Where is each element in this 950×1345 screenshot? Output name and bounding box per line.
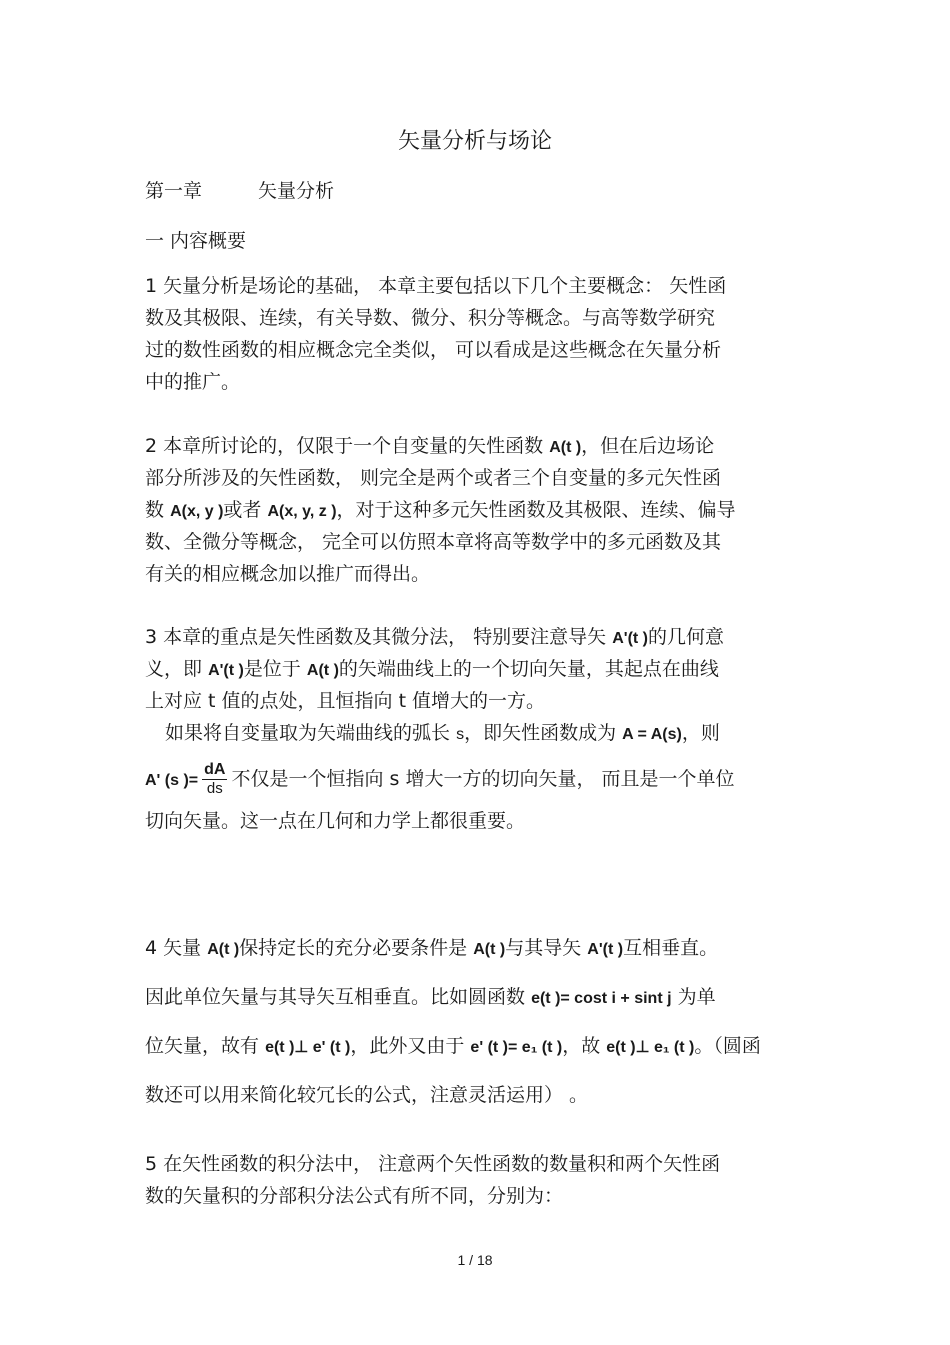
math-vector-function: A(t ) [473, 941, 506, 958]
paragraph-3 [145, 621, 825, 837]
math-derivative: A'(t ) [587, 941, 624, 958]
paragraph-line: 数及其极限、连续，有关导数、微分、积分等概念。与高等数学研究 [145, 307, 716, 329]
math-derivative: A'(t ) [612, 630, 649, 647]
chapter-number: 第一章 [145, 180, 203, 202]
paragraph-line [145, 430, 825, 462]
text-run: 为单 [677, 986, 716, 1008]
paragraph-line [145, 717, 825, 749]
text-run: ，对于这种多元矢性函数及其极限、连续、偏导 [336, 499, 736, 521]
math-circle-function: e(t )= cost i + sint j [531, 990, 672, 1007]
paragraph-line: 部分所涉及的矢性函数， 则完全是两个或者三个自变量的多元矢性函 [145, 467, 722, 489]
text-run: 4 矢量 [145, 937, 202, 959]
math-vector-function: A(t ) [306, 662, 339, 679]
document-title: 矢量分析与场论 [397, 129, 552, 154]
text-run: ，则 [681, 722, 720, 744]
math-equation: e' (t )= e₁ (t ) [470, 1039, 563, 1056]
paragraph-line: 数的矢量积的分部积分法公式有所不同，分别为： [145, 1185, 564, 1207]
fraction-denominator: ds [206, 780, 223, 797]
text-run: 位矢量，故有 [145, 1035, 260, 1057]
paragraph-line: 上对应 t 值的点处，且恒指向 t 值增大的一方。 [145, 690, 546, 712]
text-run: 义，即 [145, 658, 203, 680]
math-vector-function: A(t ) [207, 941, 240, 958]
paragraph-2 [145, 430, 825, 590]
paragraph-line: 过的数性函数的相应概念完全类似， 可以看成是这些概念在矢量分析 [145, 339, 722, 361]
text-run: 3 本章的重点是矢性函数及其微分法， 特别要注意导矢 [145, 626, 607, 648]
text-run: 如果将自变量取为矢端曲线的弧长 [165, 722, 451, 744]
paragraph-line: 数还可以用来简化较冗长的公式，注意灵活运用） 。 [145, 1084, 589, 1106]
section-heading: 一 内容概要 [145, 230, 247, 252]
text-run: 的矢端曲线上的一个切向矢量，其起点在曲线 [338, 658, 719, 680]
fraction-numerator: dA [204, 761, 226, 778]
text-run: 或者 [223, 499, 262, 521]
text-run: 数 [145, 499, 165, 521]
paragraph-line [145, 494, 825, 526]
text-run: 互相垂直。 [623, 937, 719, 959]
math-equation: A = A(s) [622, 726, 682, 743]
paragraph-line [145, 753, 825, 805]
chapter-heading [145, 175, 825, 207]
paragraph-line: 数、全微分等概念， 完全可以仿照本章将高等数学中的多元函数及其 [145, 531, 722, 553]
math-derivative: A' (s )= [145, 772, 199, 789]
paragraph-line: 中的推广。 [145, 371, 241, 393]
text-run: 。（圆函 [694, 1035, 761, 1057]
paragraph-4 [145, 924, 825, 1120]
math-vector-function: A(t ) [549, 439, 582, 456]
text-run: 不仅是一个恒指向 s 增大一方的切向矢量， 而且是一个单位 [231, 768, 735, 790]
text-run: 与其导矢 [505, 937, 582, 959]
paragraph-line: 有关的相应概念加以推广而得出。 [145, 563, 431, 585]
text-run: ，故 [562, 1035, 601, 1057]
text-run: 2 本章所讨论的，仅限于一个自变量的矢性函数 [145, 435, 544, 457]
text-run: 保持定长的充分必要条件是 [239, 937, 468, 959]
text-run: ，此外又由于 [350, 1035, 465, 1057]
paragraph-line [145, 653, 825, 685]
paragraph-1 [145, 270, 825, 398]
math-derivative: A'(t ) [208, 662, 244, 679]
page-number: 1 / 18 [457, 1252, 493, 1268]
fraction [202, 761, 227, 798]
text-run: ，但在后边场论 [581, 435, 715, 457]
paragraph-line: 切向矢量。这一点在几何和力学上都很重要。 [145, 810, 526, 832]
math-vector-function: A(x, y ) [170, 503, 224, 520]
chapter-name: 矢量分析 [258, 180, 335, 202]
text-run: 是位于 [243, 658, 301, 680]
paragraph-line [145, 973, 825, 1022]
math-vector-function: A(x, y, z ) [267, 503, 337, 520]
paragraph-line: 5 在矢性函数的积分法中， 注意两个矢性函数的数量积和两个矢性函 [145, 1153, 721, 1175]
paragraph-line [145, 621, 825, 653]
math-perpendicular: e(t )⊥ e' (t ) [265, 1039, 351, 1056]
text-run: ，即矢性函数成为 [464, 722, 617, 744]
math-arc-length: s [456, 726, 465, 743]
paragraph-5 [145, 1148, 825, 1212]
paragraph-line [145, 1022, 825, 1071]
math-perpendicular: e(t )⊥ e₁ (t ) [606, 1039, 695, 1056]
paragraph-line [145, 924, 825, 973]
paragraph-line: 1 矢量分析是场论的基础， 本章主要包括以下几个主要概念： 矢性函 [145, 275, 727, 297]
text-run: 的几何意 [648, 626, 725, 648]
text-run: 因此单位矢量与其导矢互相垂直。比如圆函数 [145, 986, 526, 1008]
